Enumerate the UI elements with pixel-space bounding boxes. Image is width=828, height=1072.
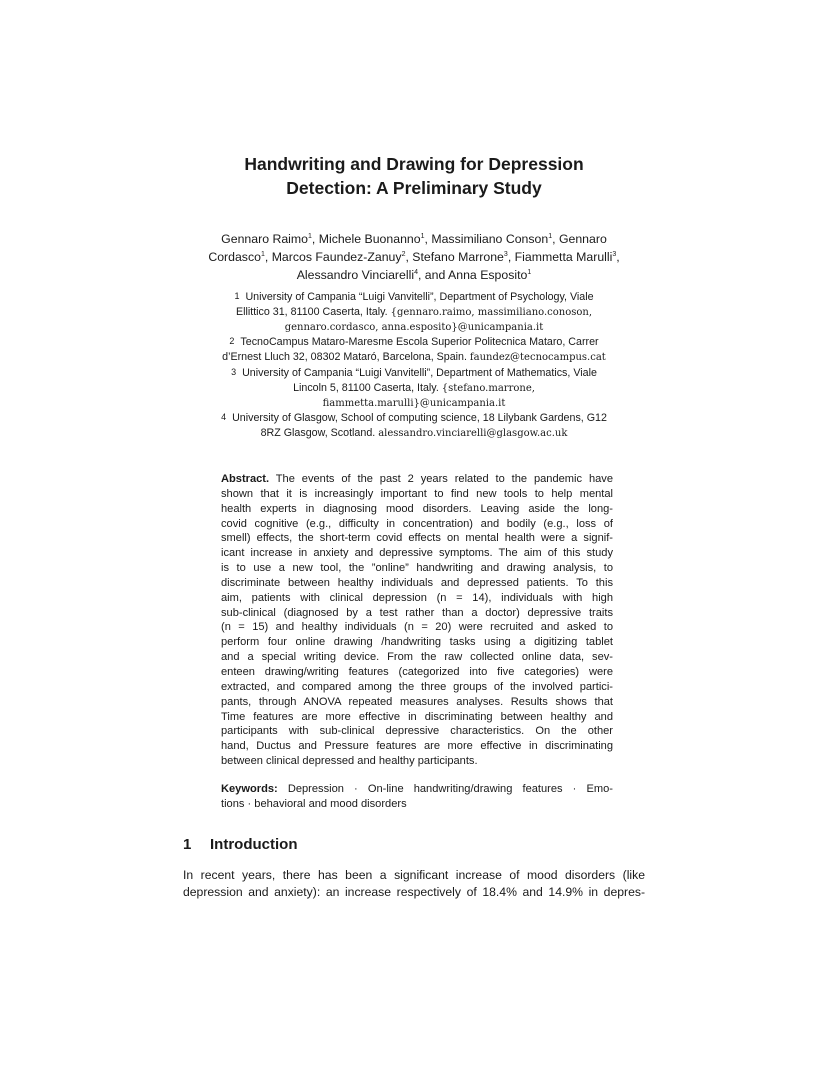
body-paragraph	[183, 867, 645, 901]
affiliation-1-line-1	[150, 290, 678, 305]
affiliation-text: University of Campania “Luigi Vanvitelli”, Department of Psychology, Viale	[245, 291, 594, 303]
abstract-line: sub-clinical (diagnosed by a test rather than a doctor) depressive traits	[221, 606, 613, 619]
email-address: {gennaro.raimo, massimiliano.conoson,	[390, 306, 593, 318]
abstract-line: extracted, and compared among the three groups of the involved partici-	[221, 680, 613, 693]
affiliation-text: Lincoln 5, 81100 Caserta, Italy.	[293, 381, 442, 394]
author-line-1	[150, 230, 678, 248]
keywords-line	[221, 782, 613, 797]
author-name: , Fiammetta Marulli	[507, 250, 613, 264]
section-title: Introduction	[210, 836, 298, 853]
affiliation-3-line-3: fiammetta.marulli}@unicampania.it	[322, 397, 506, 409]
affiliation-4-line-2	[150, 426, 678, 442]
abstract-line: (n = 15) and healthy individuals (n = 20) were recruited and asked to	[221, 621, 613, 634]
section-heading	[183, 836, 297, 853]
affiliation-1-line-3: gennaro.cordasco, anna.esposito}@unicampania.it	[284, 321, 544, 333]
section-number: 1	[183, 836, 192, 853]
abstract-label: Abstract.	[221, 473, 270, 485]
abstract-line: hand, Ductus and Pressure features are more effective in discriminating	[221, 740, 613, 753]
author-sup: 1	[420, 233, 425, 240]
author-name: , Michele Buonanno	[311, 232, 421, 246]
abstract-line: aim, patients with clinical depression (n = 14), individuals with high	[221, 591, 613, 604]
affiliation-text: Ellittico 31, 81100 Caserta, Italy.	[235, 305, 391, 318]
affiliation-2-line-2	[150, 350, 678, 366]
author-sup: 1	[527, 269, 532, 276]
affiliation-text: University of Glasgow, School of computing science, 18 Lilybank Gardens, G12	[232, 412, 607, 425]
paper-title	[150, 152, 678, 200]
email-address: faundez@tecnocampus.cat	[469, 352, 606, 364]
body-line: In recent years, there has been a significant increase of mood disorders (like	[183, 868, 645, 882]
affiliation-number: 3	[231, 366, 237, 377]
abstract-line	[221, 472, 613, 487]
author-name: , Massimiliano Conson	[424, 232, 549, 246]
affiliation-number: 1	[234, 291, 240, 301]
author-line-3	[150, 266, 678, 284]
author-name: Gennaro Raimo	[221, 232, 308, 246]
author-name: Alessandro Vinciarelli	[296, 268, 415, 282]
author-name: , Gennaro	[552, 232, 607, 246]
abstract-line: covid cognitive (e.g., difficulty in concentration) and bodily (e.g., loss of	[221, 517, 613, 530]
author-name: , Marcos Faundez-Zanuy	[264, 250, 402, 264]
affiliation-3-line-2	[150, 381, 678, 397]
title-line-2: Detection: A Preliminary Study	[286, 178, 542, 198]
affiliation-4-line-1	[150, 411, 678, 426]
body-line: depression and anxiety): an increase respectively of 18.4% and 14.9% in depres-	[183, 885, 645, 899]
author-name: Cordasco	[208, 250, 261, 264]
keywords-label: Keywords:	[221, 783, 278, 795]
abstract-line: health experts in diagnosing mood disorders. Leaving aside the long-	[221, 502, 613, 515]
abstract-line: perform four online drawing /handwriting tasks using a digitizing tablet	[221, 636, 613, 649]
abstract-line: discriminate between healthy individuals and depressed patients. To this	[221, 576, 613, 589]
author-sup: 1	[307, 233, 312, 240]
email-address: {stefano.marrone,	[441, 382, 535, 394]
abstract-line: pants, through ANOVA repeated measures analyses. Results shows that	[221, 695, 613, 708]
keywords-line: tions · behavioral and mood disorders	[221, 797, 407, 810]
keywords	[221, 782, 613, 812]
affiliation-text: TecnoCampus Mataro-Maresme Escola Superior Politecnica Mataro, Carrer	[240, 336, 599, 349]
abstract-line: and a special writing device. From the raw collected online data, sev-	[221, 651, 613, 664]
affiliation-text: University of Campania “Luigi Vanvitelli”, Department of Mathematics, Viale	[242, 366, 597, 379]
author-name: ,	[616, 250, 620, 264]
affiliation-2-line-1	[150, 335, 678, 350]
keywords-text: Depression · On-line handwriting/drawing features · Emo-	[277, 783, 613, 795]
title-line-1: Handwriting and Drawing for Depression	[244, 154, 584, 174]
author-sup: 1	[260, 251, 265, 258]
abstract-line: participants with sub-clinical depressive characteristics. On the other	[221, 725, 613, 738]
email-address: alessandro.vinciarelli@glasgow.ac.uk	[378, 428, 568, 440]
affiliation-3-line-1	[150, 366, 678, 381]
author-sup: 4	[414, 269, 418, 276]
author-name: , Stefano Marrone	[405, 250, 504, 264]
affiliation-text: 8RZ Glasgow, Scotland.	[260, 427, 379, 440]
abstract-line: shown that it is increasingly important to find new tools to help mental	[221, 487, 613, 500]
abstract-text: The events of the past 2 years related to the pandemic have	[269, 473, 613, 485]
author-sup: 3	[612, 251, 617, 258]
affiliation-number: 2	[229, 336, 235, 347]
author-sup: 3	[503, 251, 508, 258]
author-line-2	[150, 248, 678, 266]
author-sup: 2	[401, 251, 406, 258]
author-name: , and Anna Esposito	[417, 268, 528, 282]
affiliation-number: 4	[221, 412, 227, 423]
abstract-line: enteen drawing/writing features (categorized into five categories) were	[221, 665, 613, 678]
affiliation-text: d’Ernest Lluch 32, 08302 Mataró, Barcelona, Spain.	[222, 351, 470, 364]
affiliation-1-line-2	[150, 305, 678, 321]
abstract-line: Time features are more effective in discriminating between healthy and	[221, 710, 613, 723]
abstract-line: is to use a new tool, the ”online” handwriting and drawing analysis, to	[221, 562, 613, 575]
author-sup: 1	[548, 233, 553, 240]
abstract	[221, 472, 613, 769]
affiliations	[150, 290, 678, 442]
abstract-line: between clinical depressed and healthy participants.	[221, 755, 478, 768]
author-list	[150, 230, 678, 284]
abstract-line: icant increase in anxiety and depressive symptoms. The aim of this study	[221, 547, 613, 560]
abstract-line: smell) effects, the short-term covid effects on mental health were a signif-	[221, 532, 613, 545]
